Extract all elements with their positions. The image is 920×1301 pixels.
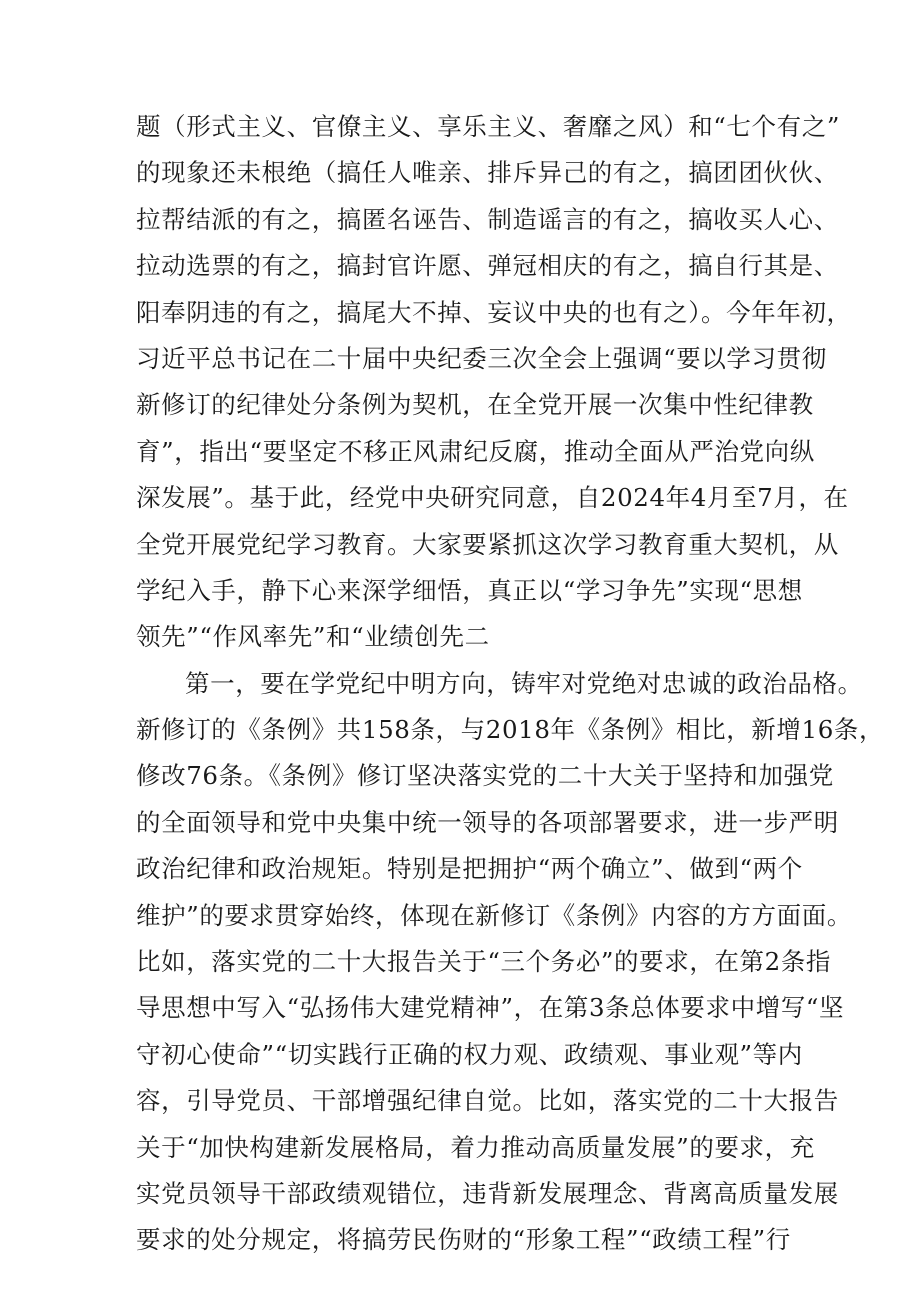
text-line: 关于“加快构建新发展格局，着力推动高质量发展”的要求，充 <box>136 1132 815 1162</box>
text-line: 育”，指出“要坚定不移正风肃纪反腐，推动全面从严治党向纵 <box>136 436 815 466</box>
text-line: 导思想中写入“弘扬伟大建党精神”，在第3条总体要求中增写“坚 <box>136 993 845 1023</box>
paragraph-first-line: 第一，要在学党纪中明方向，铸牢对党绝对忠诚的政治品格。 <box>185 668 863 698</box>
text-line: 比如，落实党的二十大报告关于“三个务必”的要求，在第2条指 <box>136 947 832 977</box>
text-line: 拉帮结派的有之，搞匿名诬告、制造谣言的有之，搞收买人心、 <box>136 204 839 234</box>
text-line: 守初心使命”“切实践行正确的权力观、政绩观、事业观”等内 <box>136 1039 803 1069</box>
text-line: 的全面领导和党中央集中统一领导的各项部署要求，进一步严明 <box>136 807 839 837</box>
text-line: 领先”“作风率先”和“业绩创先二 <box>136 622 490 652</box>
text-line: 实党员领导干部政绩观错位，违背新发展理念、背离高质量发展 <box>136 1178 839 1208</box>
text-line: 维护”的要求贯穿始终，体现在新修订《条例》内容的方方面面。 <box>136 900 852 930</box>
text-line: 全党开展党纪学习教育。大家要紧抓这次学习教育重大契机，从 <box>136 529 839 559</box>
text-line: 容，引导党员、干部增强纪律自觉。比如，落实党的二十大报告 <box>136 1086 839 1116</box>
text-line: 新修订的纪律处分条例为契机，在全党开展一次集中性纪律教 <box>136 390 814 420</box>
text-line: 题（形式主义、官僚主义、享乐主义、奢靡之风）和“七个有之” <box>136 112 840 141</box>
text-line: 的现象还未根绝（搞任人唯亲、排斥异己的有之，搞团团伙伙、 <box>136 158 839 188</box>
text-line: 政治纪律和政治规矩。特别是把拥护“两个确立”、做到“两个 <box>136 854 803 884</box>
body-text <box>136 104 885 1264</box>
text-line: 阳奉阴违的有之，搞尾大不掉、妄议中央的也有之）。今年年初， <box>136 297 852 327</box>
text-line: 深发展”。基于此，经党中央研究同意，自2024年4月至7月，在 <box>136 483 849 513</box>
text-line: 学纪入手，静下心来深学细悟，真正以“学习争先”实现“思想 <box>136 575 803 605</box>
text-line: 修改76条。《条例》修订坚决落实党的二十大关于坚持和加强党 <box>136 761 834 791</box>
text-line: 拉动选票的有之，搞封官许愿、弹冠相庆的有之，搞自行其是、 <box>136 251 839 281</box>
text-line: 习近平总书记在二十届中央纪委三次全会上强调“要以学习贯彻 <box>136 343 827 373</box>
text-line: 要求的处分规定，将搞劳民伤财的“形象工程”“政绩工程”行 <box>136 1225 791 1255</box>
text-line: 新修订的《条例》共158条，与2018年《条例》相比，新增16条， <box>136 715 885 745</box>
